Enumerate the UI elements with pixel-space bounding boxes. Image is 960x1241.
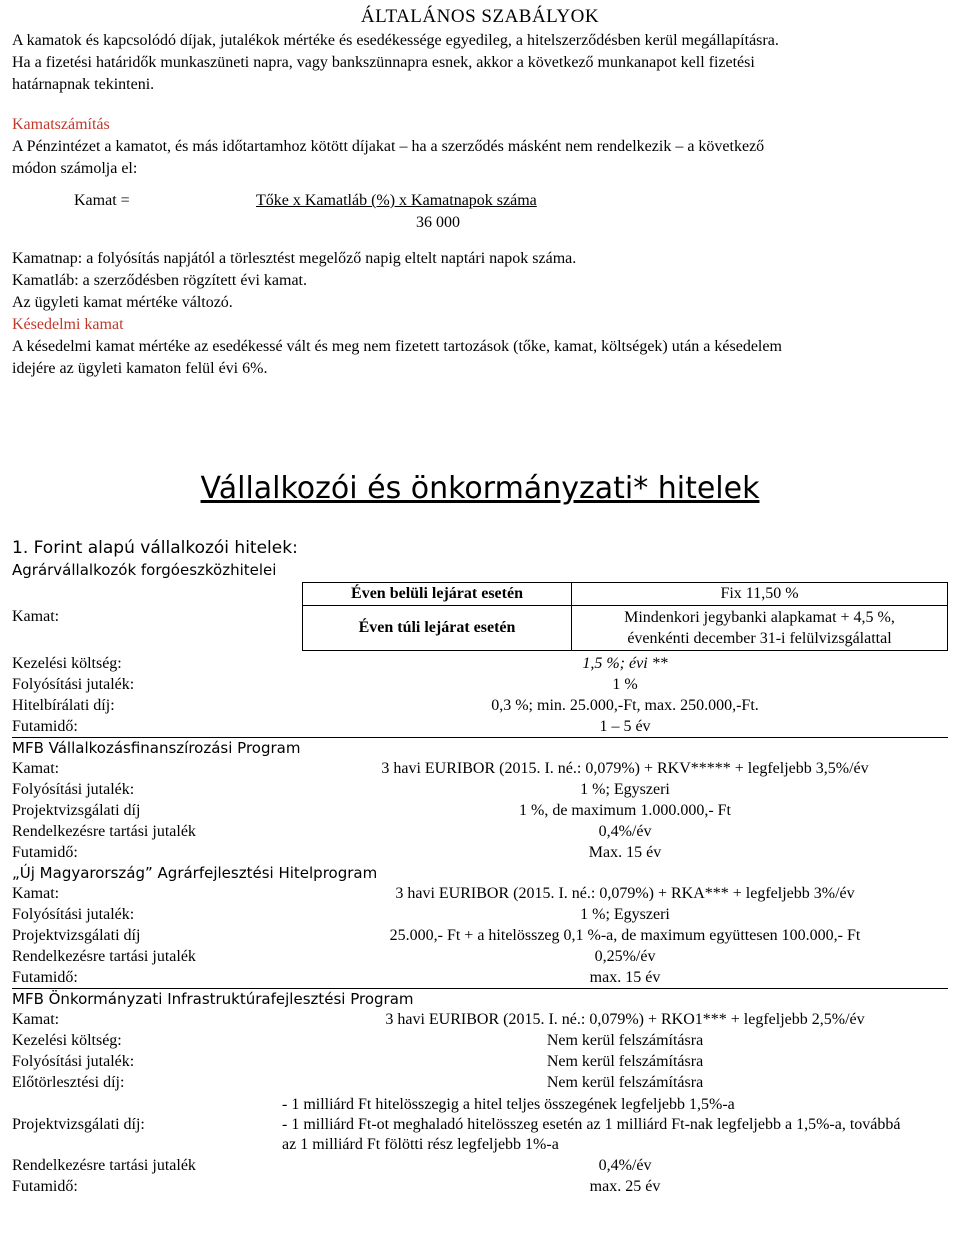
block-3-row: [12, 883, 948, 904]
row-value: 3 havi EURIBOR (2015. I. né.: 0,079%) + RKO1*** + legfeljebb 2,5%/év: [385, 1011, 865, 1028]
row-value: 25.000,- Ft + a hitelösszeg 0,1 %-a, de maximum együttesen 100.000,- Ft: [389, 927, 861, 944]
block-2-row: [12, 842, 948, 863]
row-value: 1 %; Egyszeri: [580, 906, 670, 923]
row-value: 1 %; Egyszeri: [580, 781, 670, 798]
row-value: 1,5 %; évi **: [582, 655, 668, 672]
row-label: Rendelkezésre tartási jutalék: [12, 948, 196, 965]
block-1-row: [12, 695, 948, 716]
page-title: ÁLTALÁNOS SZABÁLYOK: [360, 6, 600, 27]
row-value: 0,4%/év: [598, 823, 652, 840]
interest-calc-line-1: A Pénzintézet a kamatot, és más időtartamhoz kötött díjakat – ha a szerződés másként nem rendelkezik – a következő: [12, 138, 765, 155]
row-value: 3 havi EURIBOR (2015. I. né.: 0,079%) + RKV***** + legfeljebb 3,5%/év: [381, 760, 869, 777]
definition-kamatnap: Kamatnap: a folyósítás napjától a törlesztést megelőző napig eltelt naptári napok száma.: [12, 250, 577, 267]
row-label: Futamidő:: [12, 1178, 78, 1195]
formula-lhs: Kamat =: [74, 192, 130, 209]
row-value: 0,25%/év: [594, 948, 656, 965]
row-label: Előtörlesztési díj:: [12, 1074, 125, 1091]
row-value: 1 %, de maximum 1.000.000,- Ft: [519, 802, 731, 819]
row-label: Folyósítási jutalék:: [12, 1053, 135, 1070]
late-interest-line-1: A késedelmi kamat mértéke az esedékessé vált és meg nem fizetett tartozások (tőke, kamat, költségek) után a késedelem: [12, 338, 782, 355]
block-4-row: [12, 1155, 948, 1176]
row-value: max. 25 év: [589, 1178, 661, 1195]
row-label: Folyósítási jutalék:: [12, 781, 135, 798]
block-1-title: Agrárvállalkozók forgóeszközhitelei: [12, 561, 277, 579]
block-4-row: [12, 1051, 948, 1072]
late-interest-heading: Késedelmi kamat: [12, 316, 124, 333]
within-year-label: Éven belüli lejárat esetén: [303, 583, 572, 606]
row-label: Futamidő:: [12, 969, 78, 986]
row-label: Folyósítási jutalék:: [12, 676, 135, 693]
row-value: Nem kerül felszámításra: [546, 1032, 704, 1049]
interest-calc-heading: Kamatszámítás: [12, 116, 110, 133]
row-label: Folyósítási jutalék:: [12, 906, 135, 923]
block-1-table: [12, 582, 948, 651]
beyond-year-label: Éven túli lejárat esetén: [303, 606, 572, 651]
beyond-year-value-line-2: évenkénti december 31-i felülvizsgálattal: [627, 630, 892, 647]
row-value: Max. 15 év: [588, 844, 662, 861]
block-3-title: „Új Magyarország” Agrárfejlesztési Hitelprogram: [12, 864, 378, 882]
formula-numerator: Tőke x Kamatláb (%) x Kamatnapok száma: [256, 192, 537, 209]
definition-variable: Az ügyleti kamat mértéke változó.: [12, 294, 233, 311]
block-1-row: [12, 716, 948, 737]
block-2-row: [12, 758, 948, 779]
row-value: Nem kerül felszámításra: [546, 1074, 704, 1091]
kamat-label: Kamat:: [12, 607, 60, 625]
block-4-row: [12, 1009, 948, 1030]
block-3-row: [12, 904, 948, 925]
row-value: max. 15 év: [589, 969, 661, 986]
row-label: Hitelbírálati díj:: [12, 697, 115, 714]
block-1-row: [12, 674, 948, 695]
block-2-title: MFB Vállalkozásfinanszírozási Program: [12, 737, 948, 758]
row-value: 3 havi EURIBOR (2015. I. né.: 0,079%) + RKA*** + legfeljebb 3%/év: [395, 885, 855, 902]
main-title: Vállalkozói és önkormányzati* hitelek: [200, 471, 760, 506]
row-value: 0,3 %; min. 25.000,-Ft, max. 250.000,-Ft.: [491, 697, 759, 714]
interest-calc-line-2: módon számolja el:: [12, 160, 138, 177]
block-4-row: [12, 1176, 948, 1197]
block-2-row: [12, 821, 948, 842]
row-value: 0,4%/év: [598, 1157, 652, 1174]
block-1-row: [12, 653, 948, 674]
row-label: Kezelési költség:: [12, 655, 122, 672]
intro-line-1: A kamatok és kapcsolódó díjak, jutalékok mértéke és esedékessége egyedileg, a hitelszerződésben kerül megállapításra.: [12, 32, 779, 49]
block-3-row: [12, 946, 948, 967]
row-label: Futamidő:: [12, 844, 78, 861]
block-4-row: [12, 1072, 948, 1093]
project-fee-line-1: - 1 milliárd Ft hitelösszegig a hitel teljes összegének legfeljebb 1,5%-a: [282, 1096, 735, 1113]
row-label: Rendelkezésre tartási jutalék: [12, 1157, 196, 1174]
row-value: Nem kerül felszámításra: [546, 1053, 704, 1070]
block-4-title: MFB Önkormányzati Infrastruktúrafejlesztési Program: [12, 988, 948, 1009]
block-4-row: [12, 1030, 948, 1051]
row-label: Projektvizsgálati díj: [12, 927, 141, 944]
interest-formula: [12, 190, 948, 248]
beyond-year-value-line-1: Mindenkori jegybanki alapkamat + 4,5 %,: [624, 609, 895, 626]
row-label: Rendelkezésre tartási jutalék: [12, 823, 196, 840]
row-label: Kezelési költség:: [12, 1032, 122, 1049]
project-fee-row: [12, 1095, 948, 1155]
project-fee-label: Projektvizsgálati díj:: [12, 1116, 145, 1133]
beyond-year-value: [572, 606, 948, 651]
row-label: Projektvizsgálati díj: [12, 802, 141, 819]
block-3-row: [12, 967, 948, 988]
row-label: Kamat:: [12, 885, 60, 902]
row-label: Kamat:: [12, 1011, 60, 1028]
document-page: [12, 0, 948, 1197]
block-2-row: [12, 800, 948, 821]
definition-kamatlab: Kamatláb: a szerződésben rögzített évi kamat.: [12, 272, 307, 289]
intro-line-3: határnapnak tekinteni.: [12, 76, 155, 93]
section-1-title: 1. Forint alapú vállalkozói hitelek:: [12, 538, 298, 558]
row-label: Futamidő:: [12, 718, 78, 735]
late-interest-line-2: idejére az ügyleti kamaton felül évi 6%.: [12, 360, 268, 377]
row-label: Kamat:: [12, 760, 60, 777]
row-value: 1 %: [612, 676, 638, 693]
within-year-value: Fix 11,50 %: [572, 583, 948, 606]
formula-denominator: 36 000: [416, 214, 460, 231]
intro-line-2: Ha a fizetési határidők munkaszüneti napra, vagy bankszünnapra esnek, akkor a következő munkanapot kell fizetési: [12, 54, 755, 71]
block-2-row: [12, 779, 948, 800]
project-fee-line-2: - 1 milliárd Ft-ot meghaladó hitelösszeg esetén az 1 milliárd Ft-nak legfeljebb a 1,5%-a, továbbá: [282, 1116, 901, 1133]
project-fee-line-3: az 1 milliárd Ft fölötti rész legfeljebb 1%-a: [282, 1136, 559, 1153]
block-3-row: [12, 925, 948, 946]
project-fee-lines: [282, 1095, 948, 1155]
row-value: 1 – 5 év: [599, 718, 651, 735]
